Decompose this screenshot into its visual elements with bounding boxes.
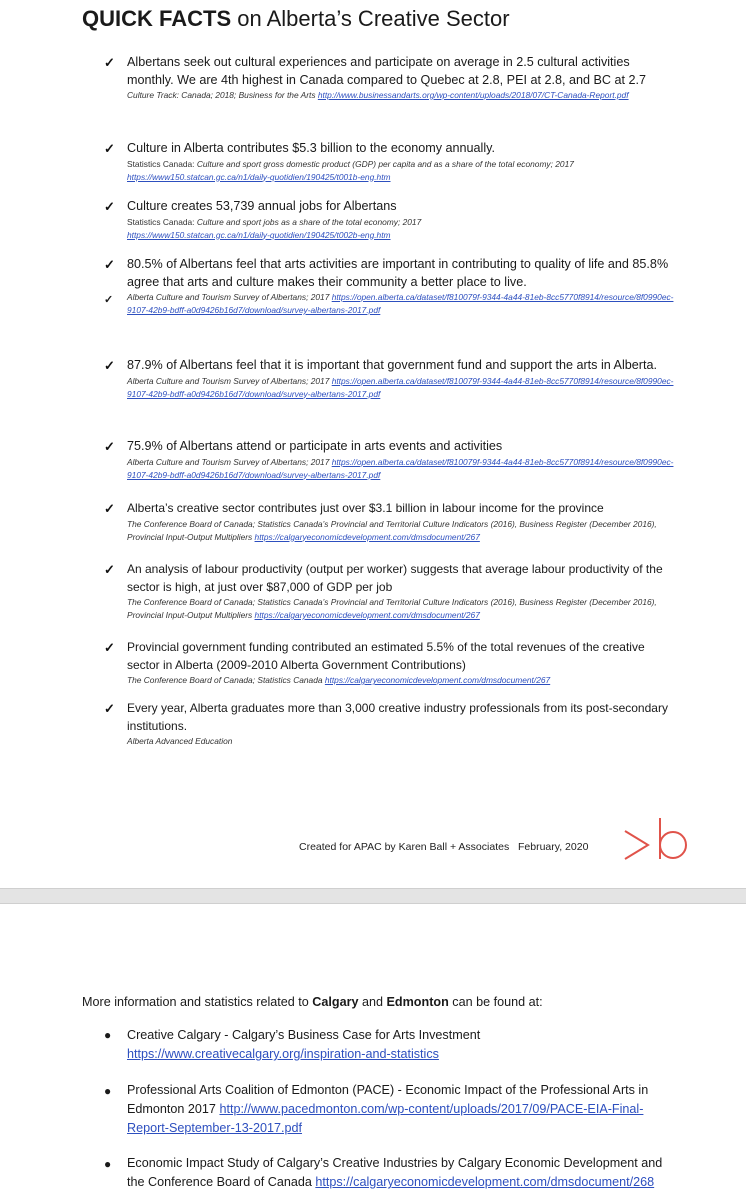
page-separator <box>0 888 746 904</box>
fact-source: Statistics Canada: Culture and sport jobs as a share of the total economy; 2017 https://www150.statcan.gc.ca/n1/daily-quotidien/190425/t002b-eng.htm <box>127 216 422 240</box>
fact-text: 80.5% of Albertans feel that arts activities are important in contributing to quality of life and 85.8% agree that arts and culture makes their community a better place to live. <box>127 257 669 289</box>
fact-text: Alberta’s creative sector contributes just over $3.1 billion in labour income for the province <box>127 501 604 515</box>
source-link[interactable]: http://www.businessandarts.org/wp-content/uploads/2018/07/CT-Canada-Report.pdf <box>317 90 629 100</box>
more-info-text: More information and statistics related to Calgary and Edmonton can be found at: <box>82 995 543 1009</box>
source-link[interactable]: https://open.alberta.ca/dataset/f810079f-9344-4a44-81eb-8cc5770f8914/resource/8f0990ec-9107-42b9-bdff-a0d9426b16d7/download/survey-albertans-2017.pdf <box>127 292 674 315</box>
document-page-2 <box>0 904 746 1200</box>
resource-link[interactable]: https://calgaryeconomicdevelopment.com/dmsdocument/268 <box>315 1175 655 1189</box>
fact-source: The Conference Board of Canada; Statistics Canada https://calgaryeconomicdevelopment.com/dmsdocument/267 <box>127 675 551 685</box>
bullet-icon: ● <box>104 1157 112 1171</box>
checkmark-icon: ✓ <box>104 294 114 306</box>
source-link[interactable]: https://calgaryeconomicdevelopment.com/dmsdocument/267 <box>254 531 480 542</box>
source-link[interactable]: https://calgaryeconomicdevelopment.com/dmsdocument/267 <box>324 675 551 685</box>
fact-source: The Conference Board of Canada; Statistics Canada’s Provincial and Territorial Culture Indicators (2016), Business Register (December 2016), Provincial Input-Output Multipliers https://calgaryeconomicdevelopment.com/dmsdocument/267 <box>127 518 657 542</box>
resource-link[interactable]: https://www.creativecalgary.org/inspiration-and-statistics <box>127 1047 439 1061</box>
checkmark-icon: ✓ <box>104 358 115 373</box>
checkmark-icon: ✓ <box>104 501 115 516</box>
resource-item: Professional Arts Coalition of Edmonton (PACE) - Economic Impact of the Professional Arts in Edmonton 2017 http://www.pacedmonton.com/wp-content/uploads/2017/09/PACE-EIA-Final-Report-September-13-2017.pdf <box>127 1083 649 1135</box>
fact-source: Alberta Culture and Tourism Survey of Albertans; 2017 https://open.alberta.ca/dataset/f810079f-9344-4a44-81eb-8cc5770f8914/resource/8f0990ec-9107-42b9-bdff-a0d9426b16d7/download/survey-albertans-2017.pdf <box>127 292 674 315</box>
fact-source: Culture Track: Canada; 2018; Business for the Arts http://www.businessandarts.org/wp-content/uploads/2018/07/CT-Canada-Report.pdf <box>127 90 629 100</box>
fact-source: Alberta Advanced Education <box>127 736 233 746</box>
resource-link[interactable]: http://www.pacedmonton.com/wp-content/uploads/2017/09/PACE-EIA-Final-Report-September-13-2017.pdf <box>127 1102 644 1135</box>
checkmark-icon: ✓ <box>104 55 115 70</box>
fact-text: Culture in Alberta contributes $5.3 billion to the economy annually. <box>127 141 496 155</box>
fact-text: An analysis of labour productivity (output per worker) suggests that average labour productivity of the sector is high, at just over $87,000 of GDP per job <box>127 562 663 594</box>
bullet-icon: ● <box>104 1084 112 1098</box>
fact-text: Every year, Alberta graduates more than 3,000 creative industry professionals from its post-secondary institutions. <box>127 701 668 733</box>
fact-text: Albertans seek out cultural experiences and participate on average in 2.5 cultural activities monthly. We are 4th highest in Canada compared to Quebec at 2.8, PEI at 2.8, and BC at 2.7 <box>127 55 646 87</box>
source-link[interactable]: https://open.alberta.ca/dataset/f810079f-9344-4a44-81eb-8cc5770f8914/resource/8f0990ec-9107-42b9-bdff-a0d9426b16d7/download/survey-albertans-2017.pdf <box>127 456 674 480</box>
fact-source: Alberta Culture and Tourism Survey of Albertans; 2017 https://open.alberta.ca/dataset/f810079f-9344-4a44-81eb-8cc5770f8914/resource/8f0990ec-9107-42b9-bdff-a0d9426b16d7/download/survey-albertans-2017.pdf <box>127 456 674 480</box>
checkmark-icon: ✓ <box>104 199 115 214</box>
source-link[interactable]: https://www150.statcan.gc.ca/n1/daily-quotidien/190425/t001b-eng.htm <box>127 171 391 182</box>
footer-credit: Created for APAC by Karen Ball + Associates February, 2020 <box>299 841 589 853</box>
checkmark-icon: ✓ <box>104 257 115 272</box>
kb-logo-icon <box>622 815 688 865</box>
checkmark-icon: ✓ <box>104 439 115 454</box>
bullet-icon: ● <box>104 1028 112 1042</box>
source-link[interactable]: https://www150.statcan.gc.ca/n1/daily-quotidien/190425/t002b-eng.htm <box>127 229 391 240</box>
fact-text: 87.9% of Albertans feel that it is important that government fund and support the arts in Alberta. <box>127 358 657 372</box>
fact-source: Statistics Canada: Culture and sport gross domestic product (GDP) per capita and as a share of the total economy; 2017 https://www150.statcan.gc.ca/n1/daily-quotidien/190425/t001b-eng.htm <box>127 158 574 182</box>
fact-source: The Conference Board of Canada; Statistics Canada’s Provincial and Territorial Culture Indicators (2016), Business Register (December 2016), Provincial Input-Output Multipliers https://calgaryeconomicdevelopment.com/dmsdocument/267 <box>127 597 657 620</box>
fact-text: 75.9% of Albertans attend or participate in arts events and activities <box>127 439 503 453</box>
fact-source: Alberta Culture and Tourism Survey of Albertans; 2017 https://open.alberta.ca/dataset/f810079f-9344-4a44-81eb-8cc5770f8914/resource/8f0990ec-9107-42b9-bdff-a0d9426b16d7/download/survey-albertans-2017.pdf <box>127 375 674 399</box>
page-title: QUICK FACTS on Alberta’s Creative Sector <box>82 6 510 31</box>
fact-text: Culture creates 53,739 annual jobs for Albertans <box>127 199 397 213</box>
checkmark-icon: ✓ <box>104 562 115 577</box>
resource-item: Creative Calgary - Calgary’s Business Case for Arts Investment https://www.creativecalgary.org/inspiration-and-statistics <box>127 1028 481 1061</box>
fact-text: Provincial government funding contributed an estimated 5.5% of the total revenues of the creative sector in Alberta (2009-2010 Alberta Government Contributions) <box>127 640 645 672</box>
checkmark-icon: ✓ <box>104 141 115 156</box>
resource-item: Economic Impact Study of Calgary’s Creative Industries by Calgary Economic Development and the Conference Board of Canada https://calgaryeconomicdevelopment.com/dmsdocument/268 <box>127 1156 663 1189</box>
checkmark-icon: ✓ <box>104 701 115 716</box>
source-link[interactable]: https://open.alberta.ca/dataset/f810079f-9344-4a44-81eb-8cc5770f8914/resource/8f0990ec-9107-42b9-bdff-a0d9426b16d7/download/survey-albertans-2017.pdf <box>127 375 674 399</box>
checkmark-icon: ✓ <box>104 640 115 655</box>
source-link[interactable]: https://calgaryeconomicdevelopment.com/dmsdocument/267 <box>254 610 480 620</box>
